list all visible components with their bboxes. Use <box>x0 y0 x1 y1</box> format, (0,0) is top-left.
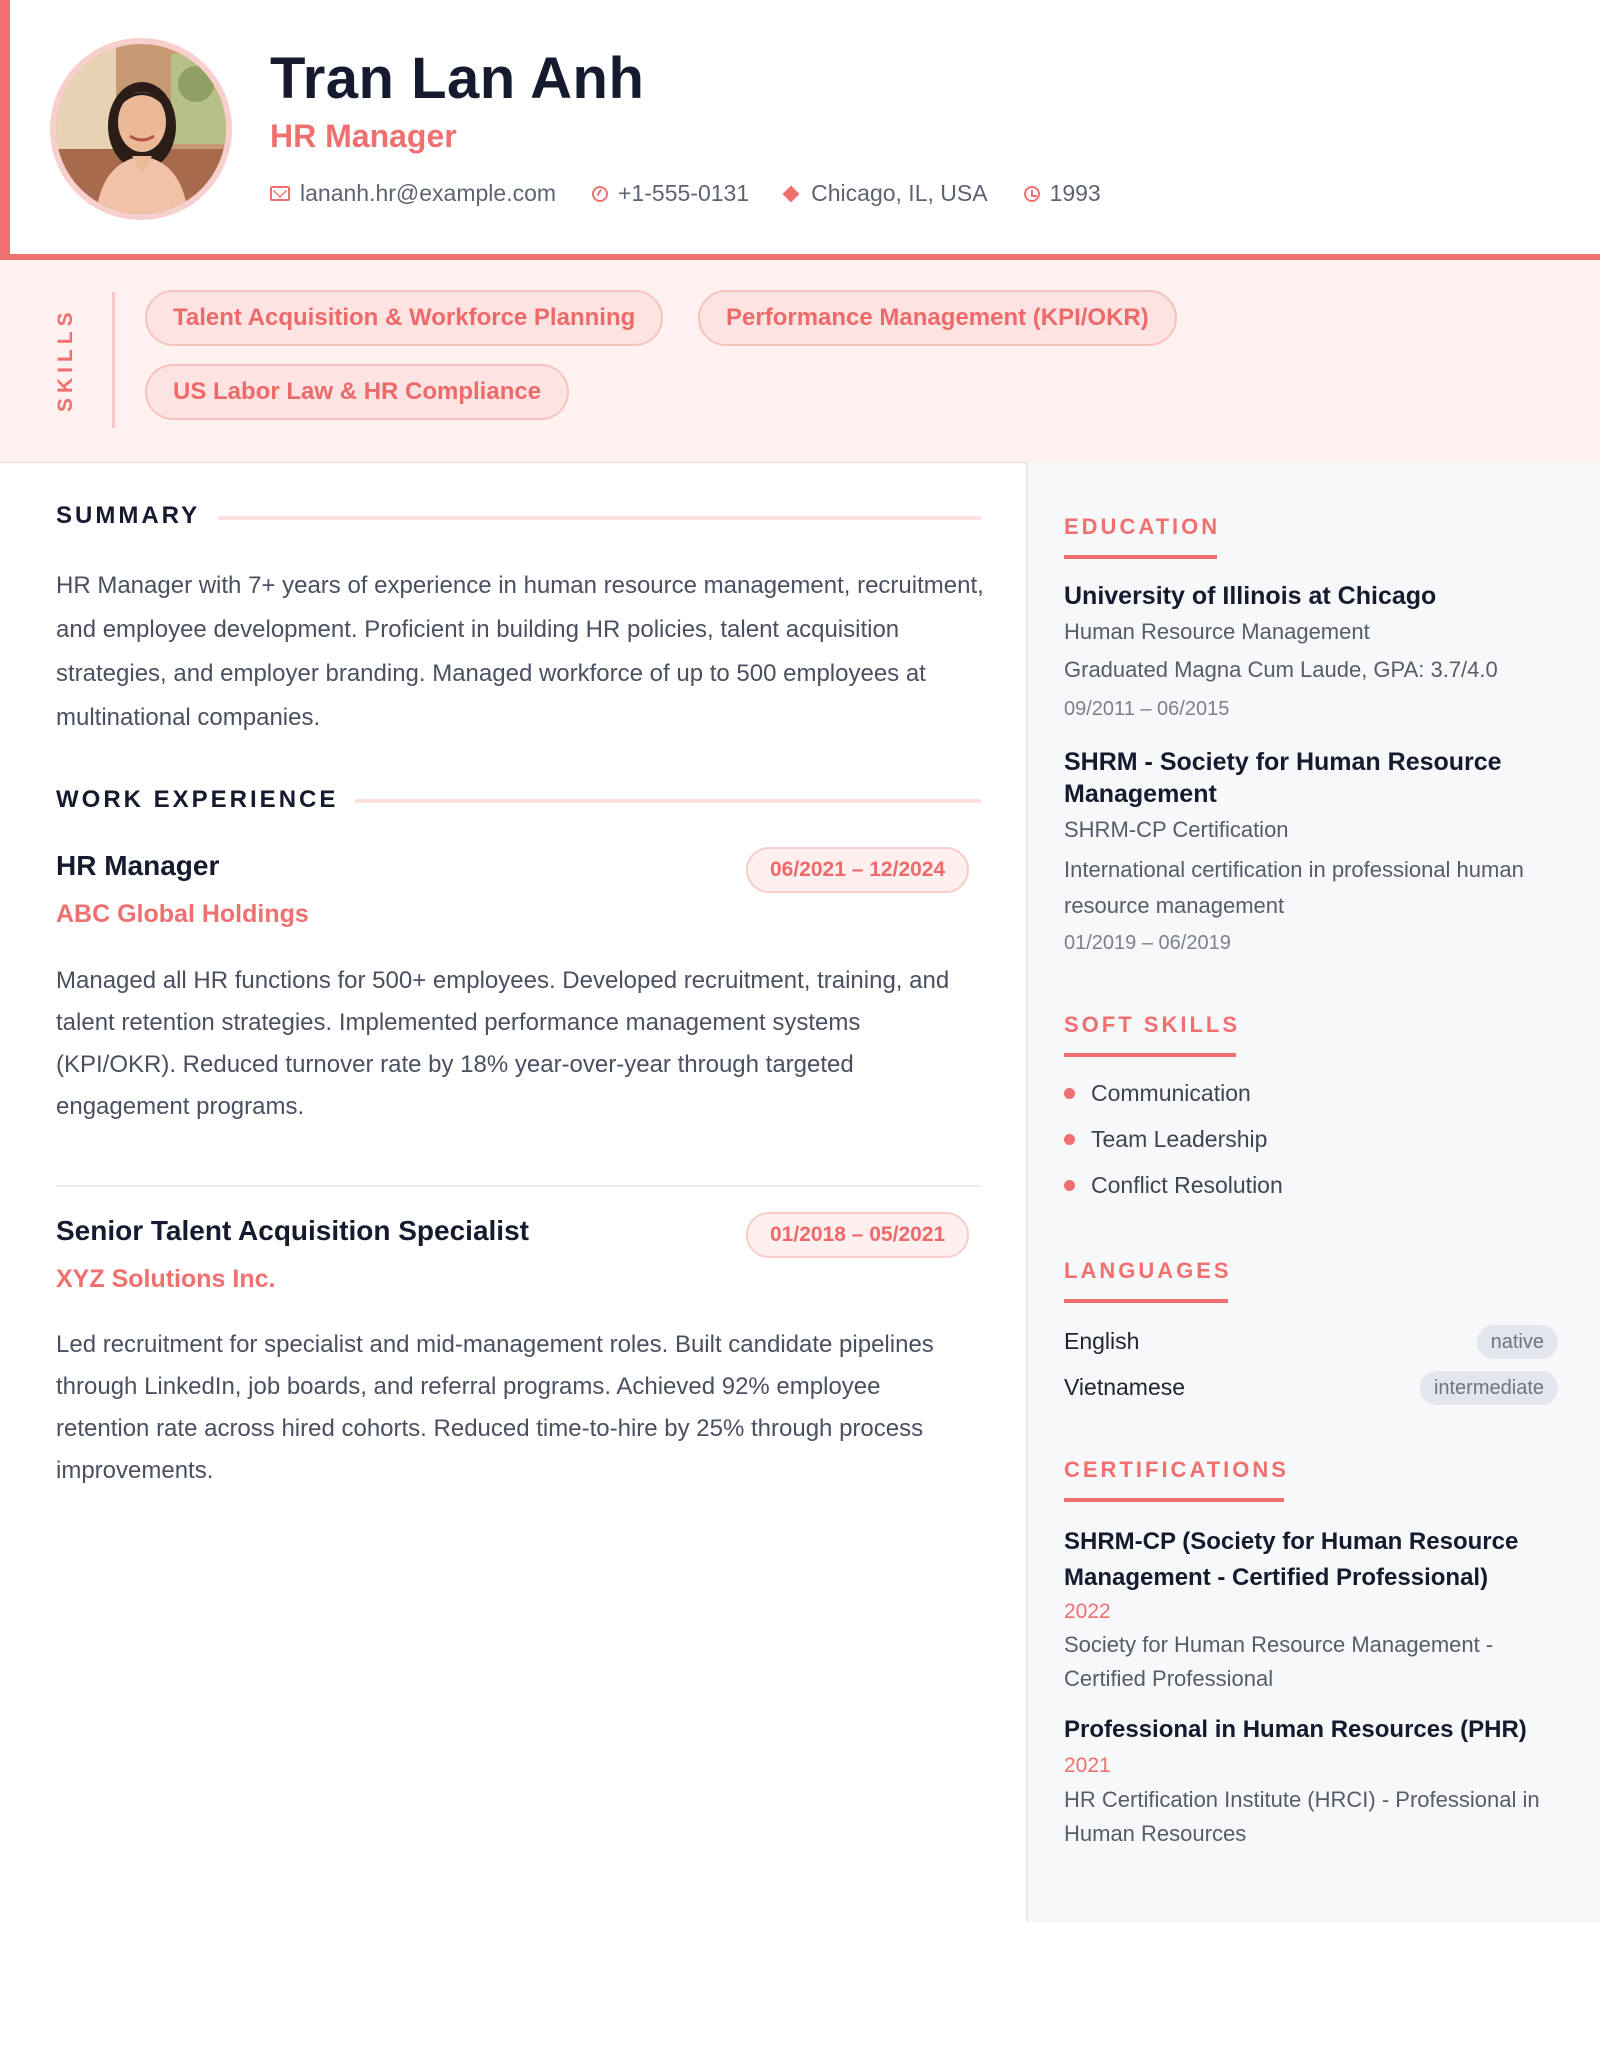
location-icon <box>783 185 800 202</box>
bullet-dot-icon <box>1064 1134 1075 1145</box>
job-description: Managed all HR functions for 500+ employees. Developed recruitment, training, and talent retention strategies. Implemented performance management systems (KPI/OKR). Reduced turnover rate by 18% year-over-year through targeted engagement programs. <box>56 967 950 1120</box>
soft-skills-underline <box>1064 1053 1236 1057</box>
education-school: University of Illinois at Chicago <box>1064 582 1437 610</box>
job-company: ABC Global Holdings <box>56 900 309 928</box>
soft-skill-label: Team Leadership <box>1091 1126 1268 1152</box>
mail-icon <box>270 186 290 201</box>
contact-email-text: lananh.hr@example.com <box>300 180 557 206</box>
soft-skill-label: Conflict Resolution <box>1091 1172 1283 1198</box>
job-title: Senior Talent Acquisition Specialist <box>56 1215 529 1246</box>
soft-skills-title: SOFT SKILLS <box>1064 1012 1240 1037</box>
contact-location <box>785 180 987 207</box>
skill-chip: Performance Management (KPI/OKR) <box>698 290 1177 346</box>
certification-issuer: Society for Human Resource Management - Certified Professional <box>1064 1632 1494 1691</box>
bullet-dot-icon <box>1064 1088 1075 1099</box>
candidate-role: HR Manager <box>270 118 457 154</box>
language-level-badge: intermediate <box>1420 1371 1558 1405</box>
certification-year: 2022 <box>1064 1600 1111 1623</box>
skill-chip: Talent Acquisition & Workforce Planning <box>145 290 663 346</box>
certification-year: 2021 <box>1064 1754 1111 1777</box>
header <box>0 0 1600 254</box>
soft-skill-item <box>1064 1080 1251 1107</box>
contact-list <box>270 180 1137 207</box>
certifications-underline <box>1064 1498 1284 1502</box>
education-field: SHRM-CP Certification <box>1064 817 1289 842</box>
language-name: English <box>1064 1328 1140 1354</box>
experience-rule <box>355 799 981 803</box>
experience-title: WORK EXPERIENCE <box>56 786 339 813</box>
header-accent-bar <box>0 0 10 254</box>
language-level-badge: native <box>1477 1325 1558 1359</box>
job-dates: 06/2021 – 12/2024 <box>746 847 969 893</box>
contact-location-text: Chicago, IL, USA <box>811 180 988 206</box>
phone-icon <box>592 186 608 202</box>
soft-skill-label: Communication <box>1091 1080 1251 1106</box>
clock-icon <box>1024 186 1040 202</box>
languages-underline <box>1064 1299 1228 1303</box>
contact-birth-year <box>1024 180 1101 207</box>
certification-name: Professional in Human Resources (PHR) <box>1064 1716 1527 1743</box>
candidate-name: Tran Lan Anh <box>270 46 645 111</box>
contact-email[interactable] <box>270 180 556 207</box>
job-description: Led recruitment for specialist and mid-management roles. Built candidate pipelines through LinkedIn, job boards, and referral programs. Achieved 92% employee retention rate across hired cohorts. Reduced time-to-hire by 25% through process improvements. <box>56 1331 934 1484</box>
summary-text: HR Manager with 7+ years of experience in human resource management, recruitment, and employee development. Proficient in building HR policies, talent acquisition strategies, and employer branding. Managed workforce of up to 500 employees at multinational companies. <box>56 572 984 731</box>
job-company: XYZ Solutions Inc. <box>56 1265 276 1293</box>
skill-chip: US Labor Law & HR Compliance <box>145 364 569 420</box>
education-title: EDUCATION <box>1064 514 1221 539</box>
education-dates: 09/2011 – 06/2015 <box>1064 698 1230 720</box>
contact-phone-text: +1-555-0131 <box>618 180 750 206</box>
soft-skill-item <box>1064 1126 1267 1153</box>
certifications-title: CERTIFICATIONS <box>1064 1457 1289 1482</box>
contact-phone[interactable] <box>592 180 749 207</box>
certification-name: SHRM-CP (Society for Human Resource Management - Certified Professional) <box>1064 1528 1519 1591</box>
education-underline <box>1064 555 1217 559</box>
job-title: HR Manager <box>56 850 220 881</box>
education-note: Graduated Magna Cum Laude, GPA: 3.7/4.0 <box>1064 657 1498 682</box>
education-school: SHRM - Society for Human Resource Management <box>1064 748 1502 808</box>
avatar <box>50 38 232 220</box>
job-separator <box>56 1185 981 1187</box>
language-name: Vietnamese <box>1064 1374 1186 1400</box>
summary-title: SUMMARY <box>56 502 201 529</box>
skills-divider <box>112 292 115 428</box>
soft-skill-item <box>1064 1172 1283 1199</box>
avatar-photo <box>56 44 226 214</box>
bullet-dot-icon <box>1064 1180 1075 1191</box>
education-note: International certification in professional human resource management <box>1064 857 1524 918</box>
certification-issuer: HR Certification Institute (HRCI) - Professional in Human Resources <box>1064 1787 1540 1846</box>
education-field: Human Resource Management <box>1064 619 1370 644</box>
job-dates: 01/2018 – 05/2021 <box>746 1212 969 1258</box>
skills-label: SKILLS <box>54 307 77 412</box>
summary-rule <box>218 516 981 520</box>
education-dates: 01/2019 – 06/2019 <box>1064 932 1231 954</box>
contact-birth-year-text: 1993 <box>1049 180 1101 206</box>
languages-title: LANGUAGES <box>1064 1258 1232 1283</box>
